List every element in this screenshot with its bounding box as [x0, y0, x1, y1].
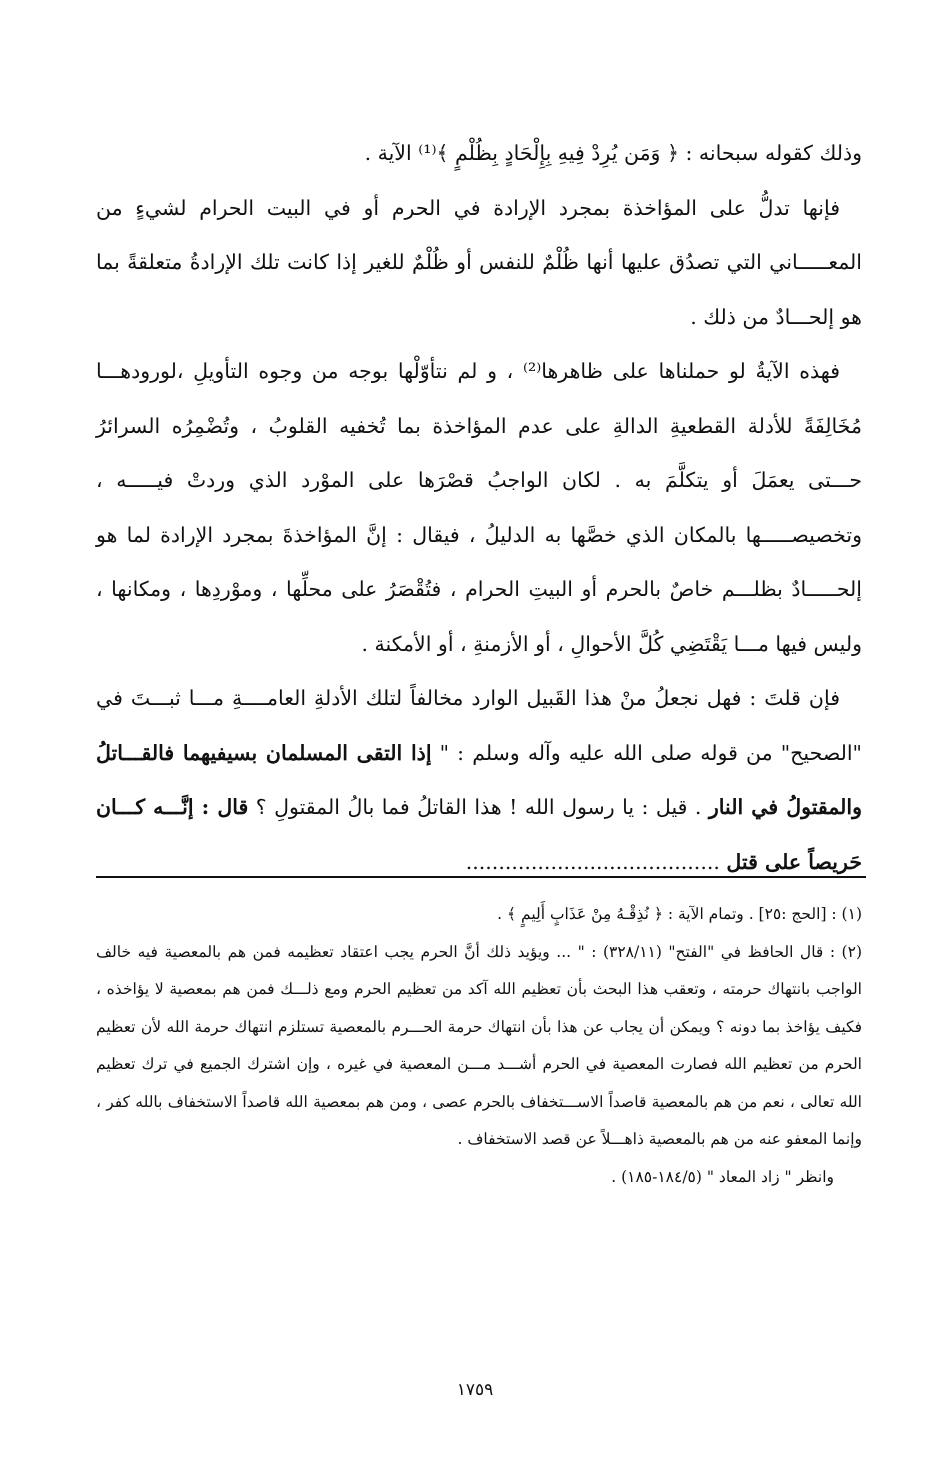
footnotes — [96, 896, 862, 1196]
ellipsis-dots: ....................................... — [465, 849, 727, 874]
paragraph-3: فهذه الآيةُ لو حملناها على ظاهرها⁽²⁾ ، و لم نتأوّلْها بوجه من وجوه التأويلِ ،لورودهـــا مُخَالِفَةً للأدلة القطعيةِ الدالةِ على عدم المؤاخذة بما تُخفيه القلوبُ ، وتُضْمِرُه السرائرُ حـــتى يعمَلَ أو يتكلَّمَ به . لكان الواجبُ قصْرَها على الموْرد الذي وردتْ فيـــــه ، وتخصيصـــــها بالمكان الذي خصَّها به الدليلُ ، فيقال : إنَّ المؤاخذةَ بمجرد الإرادة لما هو إلحـــــادٌ بظلـــم خاصٌ بالحرم أو البيتِ الحرام ، فتُقْصَرُ على محلِّها ، وموْردِها ، ومكانها ، وليس فيها مـــا يَقْتَضِي كُلَّ الأحوالِ ، أو الأزمنةِ ، أو الأمكنة . — [96, 359, 862, 656]
paragraph-4-text-c: . قيل : يا رسول الله ! هذا القاتلُ فما بالُ المقتولِ ؟ — [248, 795, 709, 819]
footnote-2-reference: وانظر " زاد المعاد " (١٨٤/٥-١٨٥) . — [611, 1167, 834, 1186]
paragraph-4 — [96, 671, 862, 889]
main-text — [96, 126, 862, 889]
page-number: ١٧٥٩ — [456, 1380, 494, 1400]
footnote-1: (١) : [الحج :٢٥] . وتمام الآية : ﴿ نُذِقْـهُ مِنْ عَذَابٍ أَلِيمٍ ﴾ . — [497, 905, 862, 923]
hadith-quote-a: إذا التقى المسلمان بسيفيهما فالقـــاتلُ والمقتولُ في النار — [96, 740, 862, 819]
footnote-divider — [96, 876, 866, 878]
paragraph-2: فإنها تدلُّ على المؤاخذة بمجرد الإرادة في الحرم أو في البيت الحرام لشيءٍ من المعـــــاني التي تصدُق عليها أنها ظُلْمٌ للنفس أو ظُلْمٌ للغير إذا كانت تلك الإرادةُ متعلقةً بما هو إلحـــادٌ من ذلك . — [96, 195, 862, 329]
paragraph-1: وذلك كقوله سبحانه : ﴿ وَمَن يُرِدْ فِيهِ بِإِلْحَادٍ بِظُلْمٍ ﴾⁽¹⁾ الآية . — [364, 141, 862, 165]
footnote-2: (٢) : قال الحافظ في "الفتح" (٣٢٨/١١) : " ... ويؤيد ذلك أنَّ الحرم يجب اعتقاد تعظيمه فمن هم بالمعصية فيه خالف الواجب بانتهاك حرمته ، وتعقب هذا البحث بأن تعظيم الله آكد من تعظيم الحرم ومع ذلـــك فمن هم بمعصية لا يؤاخذه ، فكيف يؤاخذ بما دونه ؟ ويمكن أن يجاب عن هذا بأن انتهاك حرمة الحـــرم بالمعصية تستلزم انتهاك حرمة الله لأن تعظيم الحرم من تعظيم الله فصارت المعصية في الحرم أشـــد مـــن المعصية في غيره ، وإن اشترك الجميع في ترك تعظيم الله تعالى ، نعم من هم بالمعصية قاصداً الاســـتخفاف بالحرم عصى ، ومن هم بمعصية الله قاصداً الاستخفاف بالله كفر ، وإنما المعفو عنه من هم بالمعصية ذاهـــلاً عن قصد الاستخفاف . — [96, 942, 862, 1148]
hadith-quote-b: قال : إنَّـــه كـــان حَريصاً على قتل — [96, 795, 862, 874]
paragraph-4-text-a: فإن قلتَ : فهل نجعلُ منْ هذا القَبيل الوارد مخالفاً لتلك الأدلةِ العامــــةِ مـــا ثبـــتَ في "الصحيح" من قوله صلى الله عليه وآله وسلم : " — [96, 686, 862, 765]
